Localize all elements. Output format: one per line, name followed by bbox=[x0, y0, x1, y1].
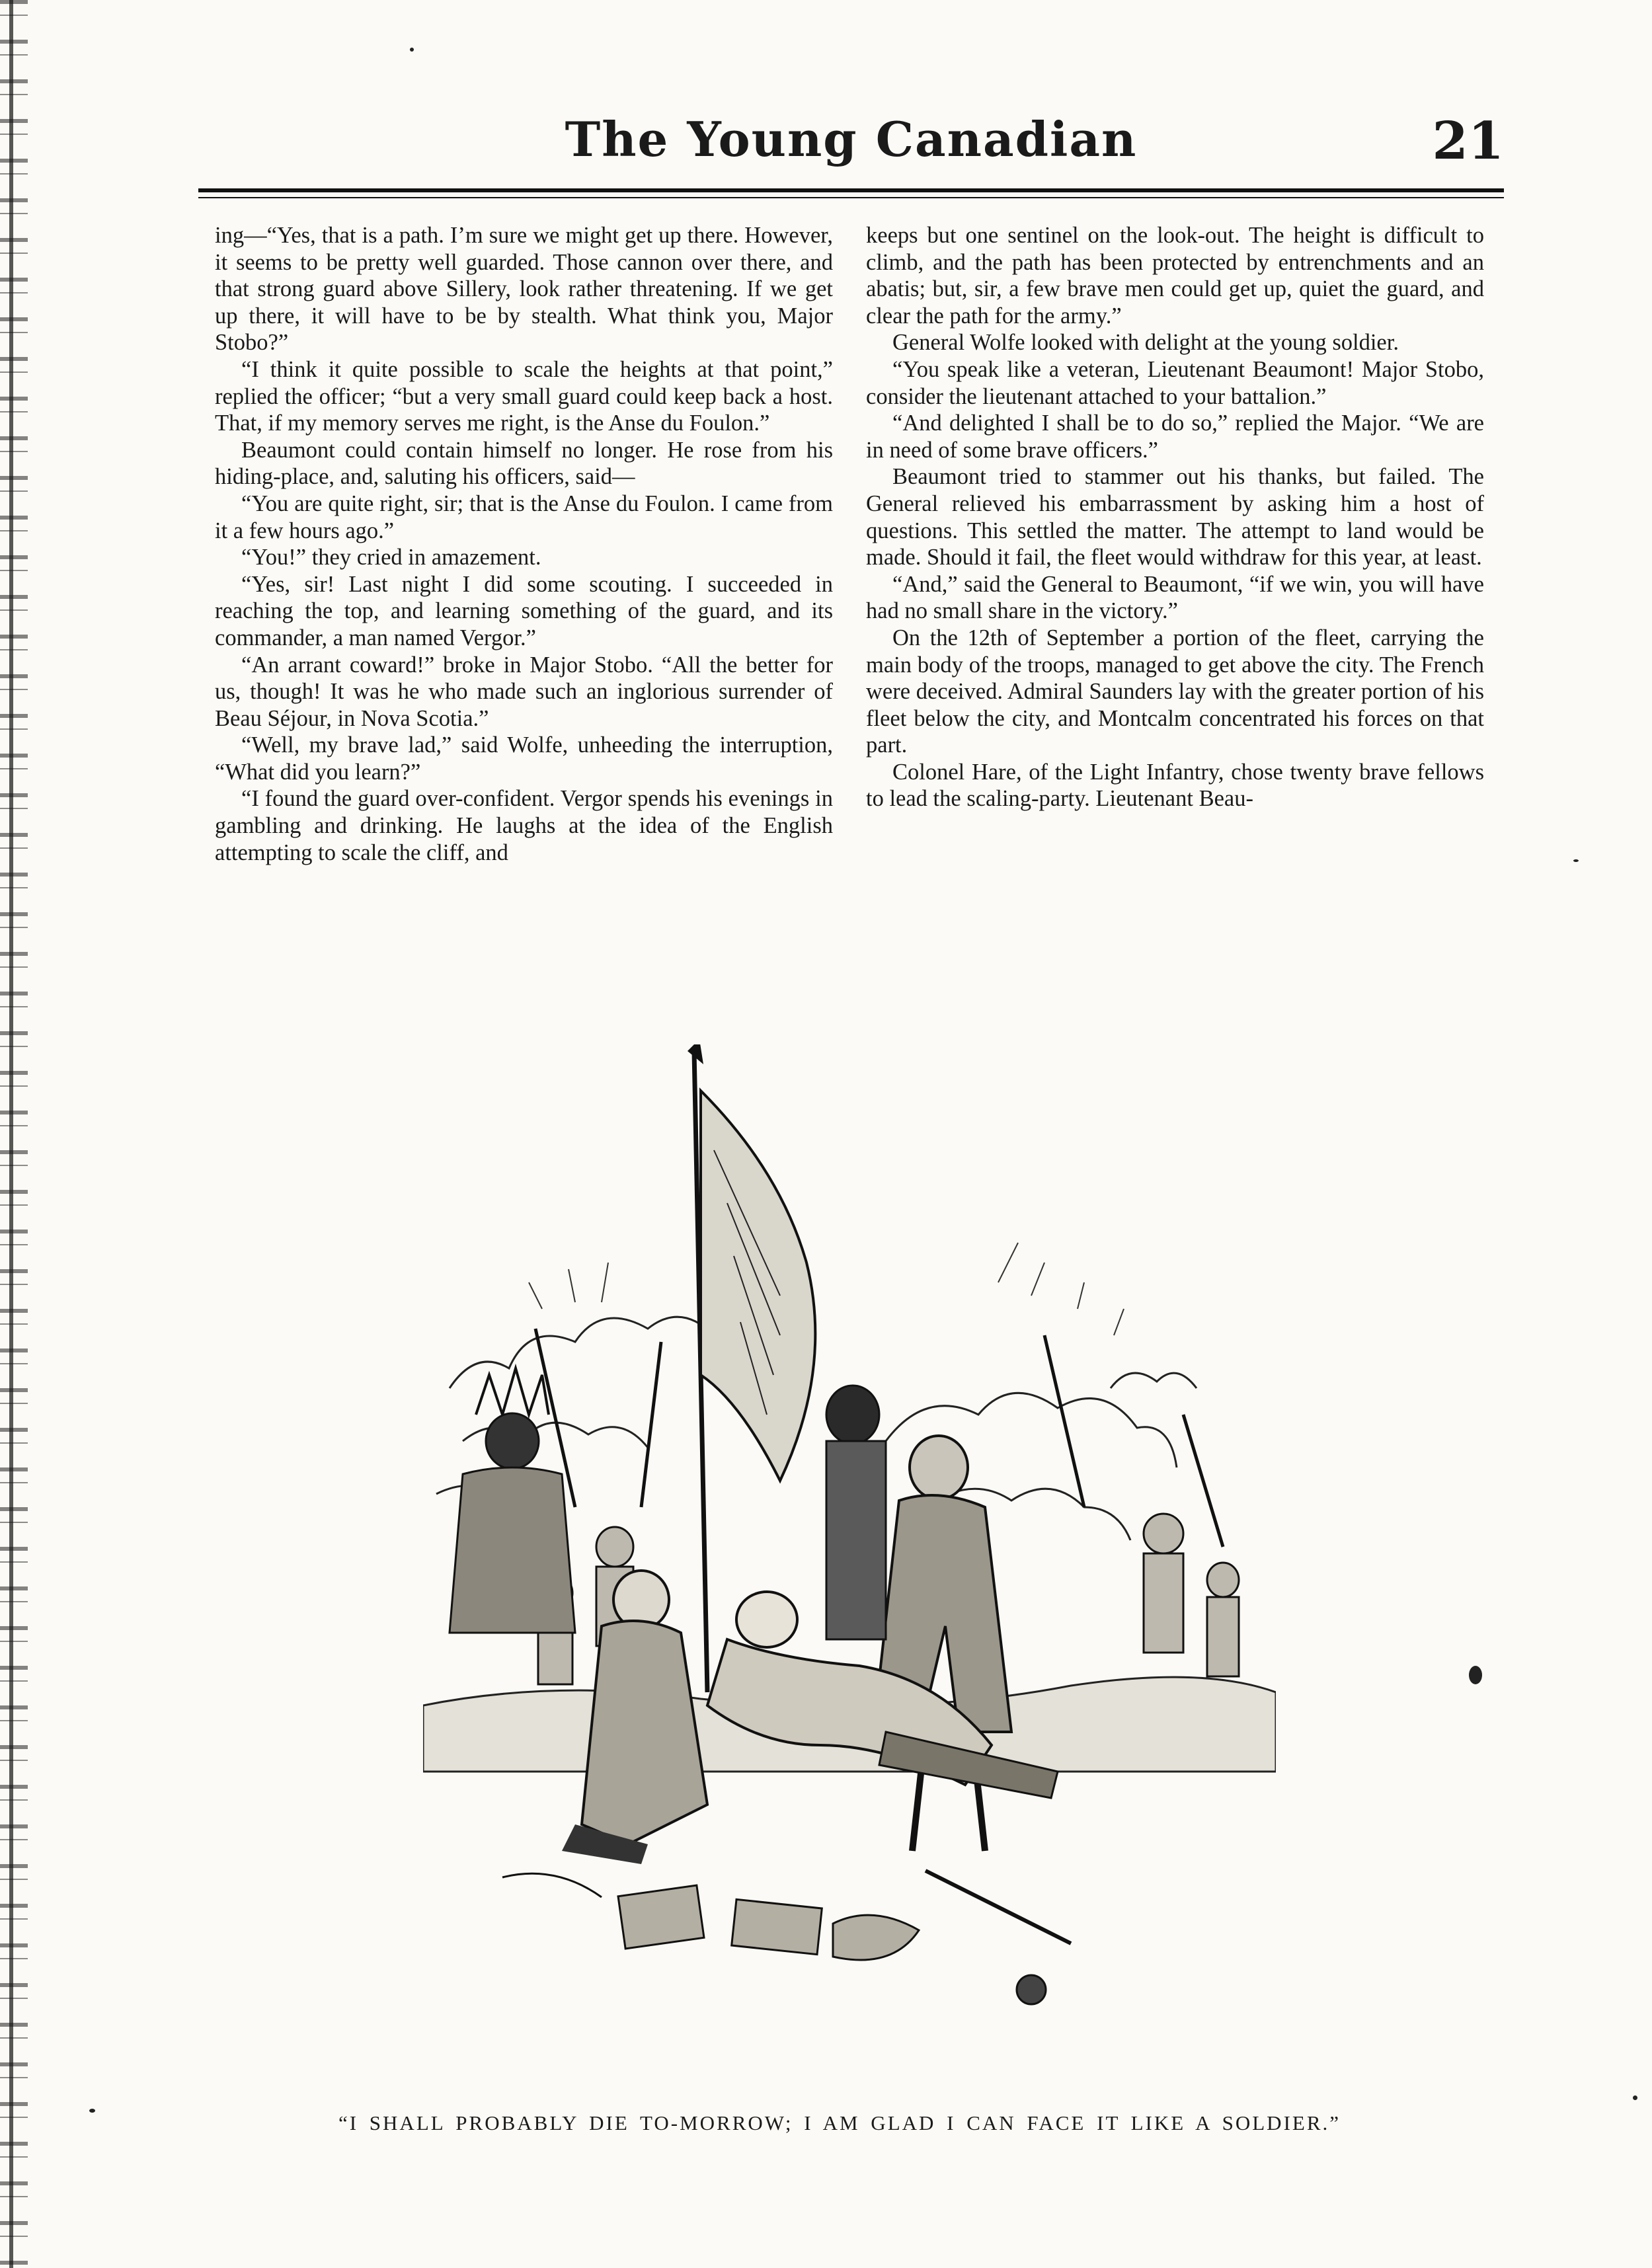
native-warrior-figure bbox=[450, 1368, 575, 1633]
right-text-column bbox=[866, 222, 1484, 929]
page-number: 21 bbox=[1432, 111, 1504, 171]
paragraph: “You are quite right, sir; that is the Anse du Foulon. I came from it a few hours ago.” bbox=[215, 490, 833, 543]
paragraph: “Yes, sir! Last night I did some scouting. I succeeded in reaching the top, and learning something of the guard, and its commander, a man named Vergor.” bbox=[215, 571, 833, 650]
regimental-flag bbox=[701, 1091, 815, 1481]
paragraph: On the 12th of September a portion of the fleet, carrying the main body of the troops, managed to get above the city. The French were deceived. Admiral Saunders lay with the greater portion of his fleet below the city, and Montcalm concentrated his forces on that part. bbox=[866, 625, 1484, 758]
print-speck bbox=[1469, 1666, 1482, 1684]
header-rule-thin bbox=[198, 197, 1504, 198]
paragraph: “You speak like a veteran, Lieutenant Beaumont! Major Stobo, consider the lieutenant attached to your battalion.” bbox=[866, 356, 1484, 409]
print-speck bbox=[89, 2109, 95, 2113]
header-rule-thick bbox=[198, 188, 1504, 192]
battlefield-debris bbox=[502, 1871, 1071, 2004]
paragraph: General Wolfe looked with delight at the young soldier. bbox=[892, 330, 1399, 356]
page-header bbox=[198, 111, 1504, 184]
print-speck bbox=[1573, 859, 1579, 862]
paragraph: “I think it quite possible to scale the heights at that point,” replied the officer; “but a very small guard could keep back a host. That, if my memory serves me right, is the Anse du Foulon.” bbox=[215, 356, 833, 436]
paragraph: “An arrant coward!” broke in Major Stobo. “All the better for us, though! It was he who made such an inglorious surrender of Beau Séjour, in Nova Scotia.” bbox=[215, 652, 833, 731]
paragraph: Colonel Hare, of the Light Infantry, chose twenty brave fellows to lead the scaling-party. Lieutenant Beau- bbox=[866, 759, 1484, 812]
illustration-caption: “I SHALL PROBABLY DIE TO-MORROW; I AM GLAD I CAN FACE IT LIKE A SOLDIER.” bbox=[338, 2111, 1341, 2134]
battle-engraving-illustration bbox=[423, 1044, 1276, 2102]
magazine-title: The Young Canadian bbox=[565, 111, 1138, 167]
paragraph: “And,” said the General to Beaumont, “if we win, you will have had no small share in the victory.” bbox=[866, 571, 1484, 624]
paragraph: “You!” they cried in amazement. bbox=[241, 545, 541, 570]
print-speck bbox=[1633, 2095, 1637, 2100]
standing-officer-figure bbox=[873, 1436, 1011, 1851]
dark-uniformed-soldier bbox=[826, 1386, 886, 1639]
paragraph: Beaumont tried to stammer out his thanks, but failed. The General relieved his embarrassment by asking him a host of questions. This settled the matter. The attempt to land would be made. Should it fail, the fleet would withdraw for this year, at least. bbox=[866, 464, 1484, 570]
paragraph: “I found the guard over-confident. Vergor spends his evenings in gambling and drinking. He laughs at the idea of the English attempting to scale the cliff, and bbox=[215, 786, 833, 865]
scan-gutter-edge bbox=[9, 0, 13, 2268]
sky-hatching bbox=[529, 1243, 1124, 1335]
paragraph: Beaumont could contain himself no longer. He rose from his hiding-place, and, saluting his officers, said— bbox=[215, 437, 833, 490]
paragraph: keeps but one sentinel on the look-out. The height is difficult to climb, and the path has been protected by entrenchments and an abatis; but, sir, a few brave men could get up, quiet the guard, and clear the path for the army.” bbox=[866, 223, 1484, 329]
scan-gutter bbox=[0, 0, 28, 2268]
paragraph: “And delighted I shall be to do so,” replied the Major. “We are in need of some brave officers.” bbox=[866, 411, 1484, 463]
left-text-column bbox=[215, 222, 833, 929]
paragraph: ing—“Yes, that is a path. I’m sure we might get up there. However, it seems to be pretty well guarded. Those cannon over there, and that strong guard above Sillery, look rather threatening. If we get up there, it will have to be by stealth. What think you, Major Stobo?” bbox=[215, 223, 833, 356]
print-speck bbox=[410, 48, 414, 52]
paragraph: “Well, my brave lad,” said Wolfe, unheeding the interruption, “What did you learn?” bbox=[215, 732, 833, 785]
